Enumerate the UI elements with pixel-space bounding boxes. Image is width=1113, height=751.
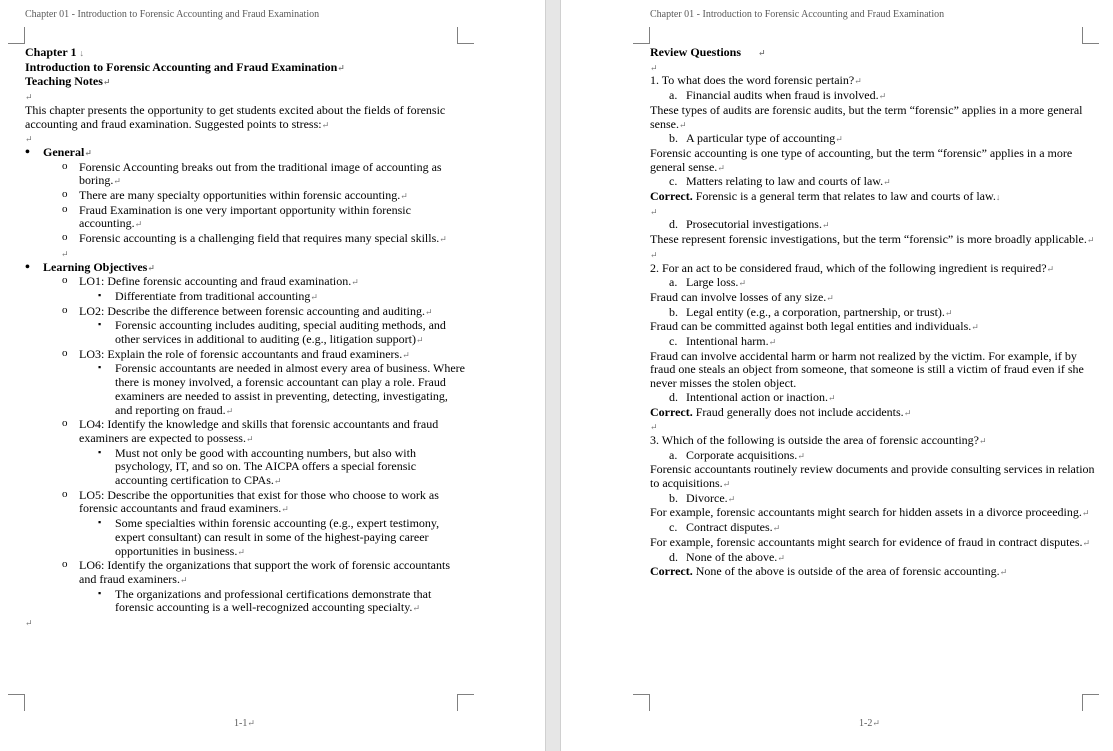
objective-item: o LO6: Identify the organizations that support the work of forensic accountants and fraud examiners.↵ (25, 559, 465, 587)
objective-detail: ▪ Forensic accounting includes auditing, special auditing methods, and other services in additional to auditing (e.g., litigation support)↵ (25, 319, 465, 347)
review-questions-heading: Review Questions ↵ (650, 45, 766, 59)
answer-option: a. Financial audits when fraud is involved.↵ (669, 88, 887, 103)
answer-option: d. Prosecutorial investigations.↵ (669, 217, 830, 232)
question-1: 1. To what does the word forensic pertain?↵ (650, 73, 862, 88)
answer-feedback: These represent forensic investigations, but the term “forensic” is more broadly applicable.↵ (650, 232, 1095, 247)
answer-feedback: Fraud can be committed against both legal entities and individuals.↵ (650, 319, 979, 334)
teaching-notes-heading: Teaching Notes↵ (25, 74, 111, 89)
page-number: 1-2↵ (859, 718, 880, 729)
answer-feedback-correct: Correct. Forensic is a general term that relates to law and courts of law.↓ (650, 189, 1001, 204)
page-gap (545, 0, 561, 751)
list-item: o Forensic Accounting breaks out from the traditional image of accounting as boring.↵ (25, 161, 465, 189)
crop-mark (457, 27, 474, 44)
answer-option: a. Corporate acquisitions.↵ (669, 447, 805, 462)
answer-feedback: Fraud can involve accidental harm or harm not realized by the victim. For example, if by fraud one steals an object from someone, that someone is still a victim of fraud even if she never misses the stolen object. (650, 348, 1084, 391)
crop-mark (633, 27, 650, 44)
general-heading: • General↵ (25, 146, 465, 161)
answer-feedback-correct: Correct. None of the above is outside of the area of forensic accounting.↵ (650, 564, 1008, 579)
crop-mark (633, 694, 650, 711)
page-number: 1-1↵ (234, 718, 255, 729)
crop-mark (8, 27, 25, 44)
question-2: 2. For an act to be considered fraud, which of the following ingredient is required?↵ (650, 260, 1055, 275)
answer-feedback: These types of audits are forensic audits, but the term “forensic” applies in a more general sense.↵ (650, 102, 1083, 131)
objective-detail: ▪ Differentiate from traditional accounting↵ (25, 290, 465, 305)
crop-mark (1082, 27, 1099, 44)
answer-option: b. Legal entity (e.g., a corporation, partnership, or trust).↵ (669, 304, 953, 319)
list-item: o Fraud Examination is one very important opportunity within forensic accounting.↵ (25, 204, 465, 232)
document-page-2 (561, 0, 1113, 751)
answer-feedback: Forensic accountants routinely review documents and provide consulting services in relation to acquisitions.↵ (650, 462, 1095, 491)
answer-option: d. None of the above.↵ (669, 549, 785, 564)
answer-feedback: For example, forensic accountants might search for hidden assets in a divorce proceeding.↵ (650, 505, 1090, 520)
answer-option: a. Large loss.↵ (669, 275, 746, 290)
page-body: Chapter 1 ↓ Introduction to Forensic Accounting and Fraud Examination↵ Teaching Notes↵ ↵ This chapter presents the opportunity to get students excited about the fields of forensic accounting and fraud examination. Suggested points to stress:↵ ↵ • General↵ o Forensic Accounting breaks out from the traditional image of accounting as boring.↵ o There are many specialty opportunities within forensic accounting.↵ o Fraud Examination is one very important opportunity within forensic accounting.↵ o Forensic accounting is a challenging field that requires many special skills.↵ ↵ • Learning Objectives↵ o LO1: Define forensic accounting and fraud examination.↵ ▪ Differentiate from traditional accounting↵ o LO2: Describe the difference between forensic accounting and auditing.↵ ▪ Forensic accounting includes auditing, special auditing methods, and other services in additional to auditing (e.g., litigation support)↵ o LO3: Explain the role of forensic accountants and fraud examiners.↵ ▪ Forensic accountants are needed in almost every area of business. Where there is money involved, a forensic accountant can play a role. Fraud examiners are needed to assist in preventing, detecting, investigating, and reporting on fraud.↵ o LO4: Identify the knowledge and skills that forensic accountants and fraud examiners are expected to possess.↵ ▪ Must not only be good with accounting numbers, but also with psychology, IT, and so on. The AICPA offers a special forensic accounting certification to CPAs.↵ o LO5: Describe the opportunities that exist for those who choose to work as forensic accountants and fraud examiners.↵ ▪ Some specialties within forensic accounting (e.g., expert testimony, expert consultant) can result in some of the highest-paying career opportunities in business.↵ o LO6: Identify the organizations that support the work of forensic accountants and fraud examiners.↵ ▪ The organizations and professional certifications demonstrate that forensic accounting is a well-recognized accounting specialty.↵ ↵ (25, 46, 465, 630)
objective-item: o LO2: Describe the difference between forensic accounting and auditing.↵ (25, 305, 465, 320)
answer-feedback: For example, forensic accountants might search for evidence of fraud in contract disputes.↵ (650, 534, 1091, 549)
page-header: Chapter 01 - Introduction to Forensic Accounting and Fraud Examination (650, 9, 945, 20)
list-item: o Forensic accounting is a challenging field that requires many special skills.↵ (25, 232, 465, 247)
question-3: 3. Which of the following is outside the area of forensic accounting?↵ (650, 432, 987, 447)
answer-option: c. Matters relating to law and courts of law.↵ (669, 174, 891, 189)
intro-paragraph: This chapter presents the opportunity to get students excited about the fields of forensic accounting and fraud examination. Suggested points to stress:↵ (25, 102, 446, 131)
answer-option: c. Intentional harm.↵ (669, 334, 777, 349)
objective-detail: ▪ Forensic accountants are needed in almost every area of business. Where there is money involved, a forensic accountant can play a role. Fraud examiners are needed to assist in preventing, detecting, investigating, and reporting on fraud.↵ (25, 362, 465, 418)
answer-feedback: Forensic accounting is one type of accounting, but the term “forensic” applies in a more general sense.↵ (650, 145, 1073, 174)
answer-option: b. A particular type of accounting↵ (669, 131, 843, 146)
answer-option: c. Contract disputes.↵ (669, 520, 781, 535)
objective-detail: ▪ Some specialties within forensic accounting (e.g., expert testimony, expert consultant) can result in some of the highest-paying career opportunities in business.↵ (25, 517, 465, 559)
answer-feedback: Fraud can involve losses of any size.↵ (650, 289, 834, 304)
objective-item: o LO1: Define forensic accounting and fraud examination.↵ (25, 275, 465, 290)
learning-objectives-heading: • Learning Objectives↵ (25, 261, 465, 276)
answer-option: d. Intentional action or inaction.↵ (669, 389, 836, 404)
chapter-number: Chapter 1 ↓ (25, 45, 84, 59)
objective-item: o LO3: Explain the role of forensic accountants and fraud examiners.↵ (25, 348, 465, 363)
crop-mark (457, 694, 474, 711)
page-body: Review Questions ↵ ↵ 1. To what does the word forensic pertain?↵ a. Financial audits when fraud is involved.↵ These types of audits are forensic audits, but the term “forensic” applies in a more general sense.↵ b. A particular type of accounting↵ Forensic accounting is one type of accounting, but the term “forensic” applies in a more general sense.↵ c. Matters relating to law and courts of law.↵ Correct. Forensic is a general term that relates to law and courts of law.↓ ↵ d. Prosecutorial investigations.↵ These represent forensic investigations, but the term “forensic” is more broadly applicable.↵ ↵ 2. For an act to be considered fraud, which of the following ingredient is required?↵ a. Large loss.↵ Fraud can involve losses of any size.↵ b. Legal entity (e.g., a corporation, partnership, or trust).↵ Fraud can be committed against both legal entities and individuals.↵ c. Intentional harm.↵ Fraud can involve accidental harm or harm not realized by the victim. For example, if by fraud one steals an object from someone, that someone is still a victim of fraud even if she never misses the stolen object. d. Intentional action or inaction.↵ Correct. Fraud generally does not include accidents.↵ ↵ 3. Which of the following is outside the area of forensic accounting?↵ a. Corporate acquisitions.↵ Forensic accountants routinely review documents and provide consulting services in relation to acquisitions.↵ b. Divorce.↵ For example, forensic accountants might search for hidden assets in a divorce proceeding.↵ c. Contract disputes.↵ For example, forensic accountants might search for evidence of fraud in contract disputes.↵ d. None of the above.↵ Correct. None of the above is outside of the area of forensic accounting.↵ (650, 46, 1100, 580)
crop-mark (1082, 694, 1099, 711)
answer-option: b. Divorce.↵ (669, 490, 736, 505)
objective-item: o LO5: Describe the opportunities that exist for those who choose to work as forensic accountants and fraud examiners.↵ (25, 489, 465, 517)
objective-item: o LO4: Identify the knowledge and skills that forensic accountants and fraud examiners are expected to possess.↵ (25, 418, 465, 446)
objective-detail: ▪ Must not only be good with accounting numbers, but also with psychology, IT, and so on. The AICPA offers a special forensic accounting certification to CPAs.↵ (25, 447, 465, 489)
page-header: Chapter 01 - Introduction to Forensic Accounting and Fraud Examination (25, 9, 320, 20)
chapter-title: Introduction to Forensic Accounting and Fraud Examination↵ (25, 59, 345, 74)
document-page-1 (0, 0, 545, 751)
list-item: o There are many specialty opportunities within forensic accounting.↵ (25, 189, 465, 204)
objective-detail: ▪ The organizations and professional certifications demonstrate that forensic accounting is a well-recognized accounting specialty.↵ (25, 588, 465, 616)
answer-feedback-correct: Correct. Fraud generally does not include accidents.↵ (650, 404, 912, 419)
crop-mark (8, 694, 25, 711)
